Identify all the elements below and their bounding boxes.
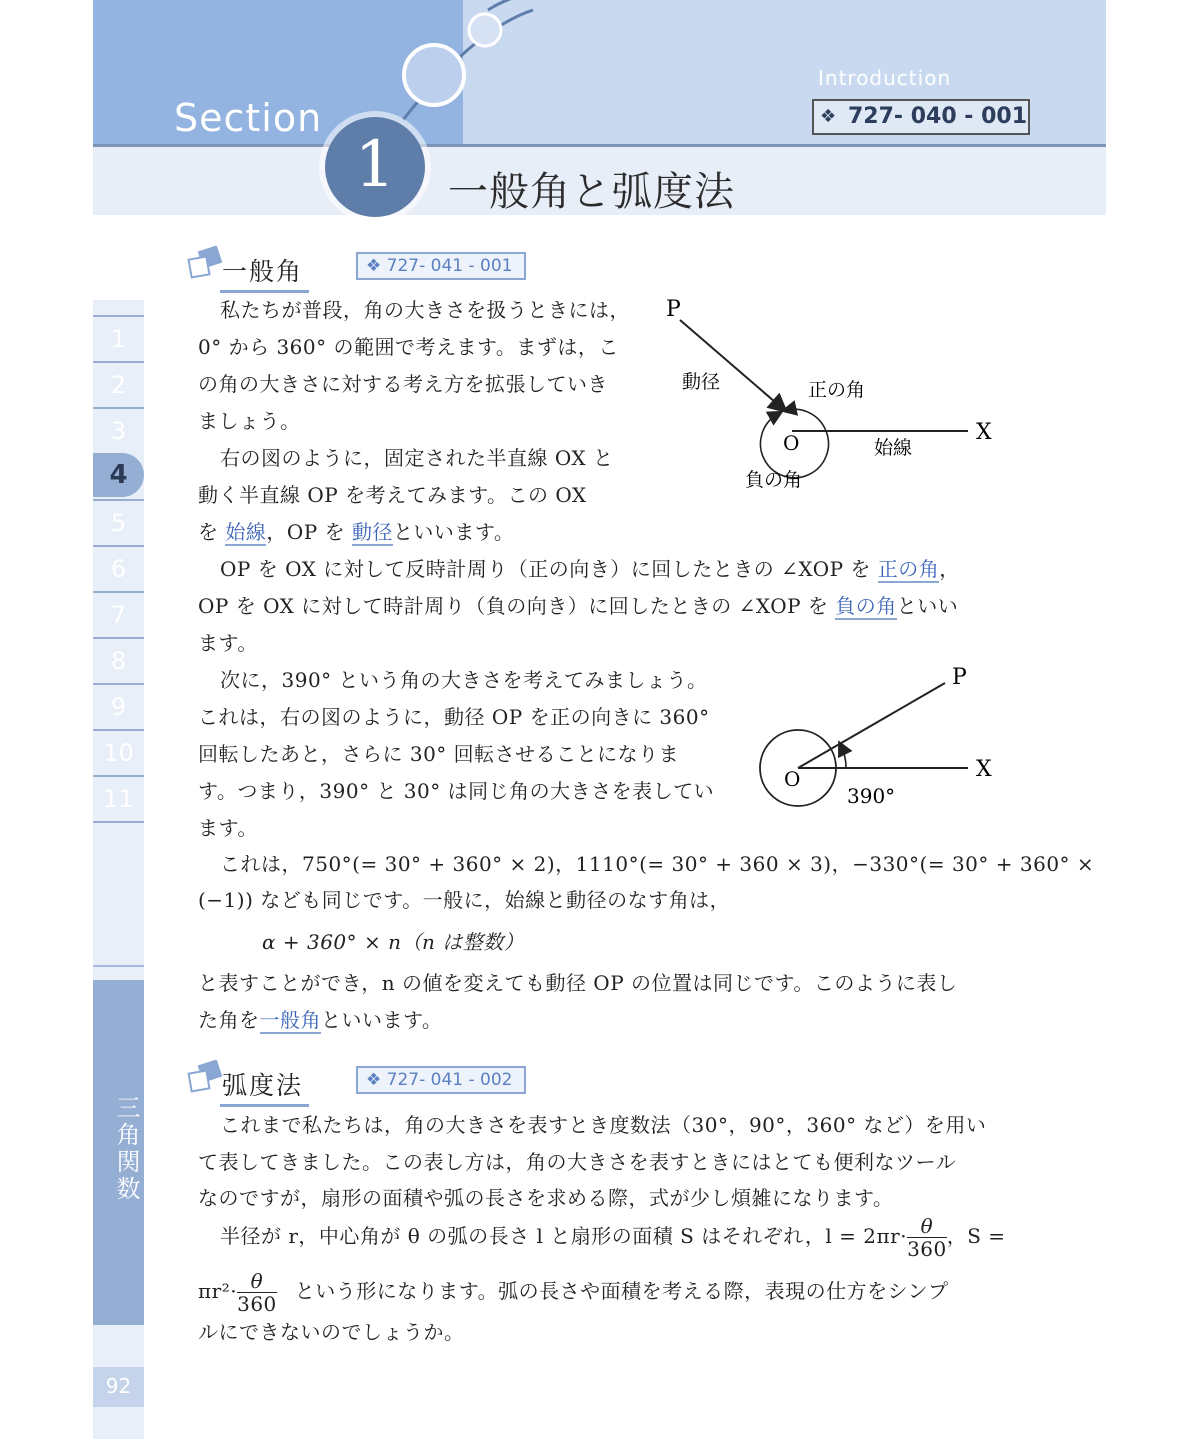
text-line: これは，右の図のように，動径 OP を正の向きに 360° [198,705,710,729]
diamond-pattern-icon: ❖ [366,1070,387,1090]
chapter-tab-8[interactable]: 8 [93,637,144,683]
text-line: す。つまり，390° と 30° は同じ角の大きさを表してい [198,779,715,803]
section-number: 1 [354,128,396,202]
text-line: 次に，390° という角の大きさを考えてみましょう。 [220,668,708,692]
label-o: O [783,431,800,455]
term-radius: 動径 [351,520,393,544]
text-span: OP を OX に対して反時計周り（正の向き）に回したときの ∠XOP を [220,557,878,581]
text-line: の角の大きさに対する考え方を拡張していき [198,372,608,396]
diamond-pattern-icon: ❖ [366,256,387,276]
fraction-numerator: θ [237,1270,277,1293]
fraction-numerator: θ [907,1215,947,1238]
label-negative-angle: 負の角 [745,469,803,491]
chapter-tab-7[interactable]: 7 [93,591,144,637]
label-radius: 動径 [682,371,721,393]
term-initial-line: 始線 [225,520,267,544]
text-span: を [198,520,226,544]
text-line: (−1)) なども同じです。一般に，始線と動径のなす角は， [198,888,731,912]
text-span: といいます。 [392,520,515,544]
section-code-2-text: 727- 041 - 002 [386,1070,513,1090]
diamond-pattern-icon: ❖ [820,106,837,127]
fraction-denominator: 360 [237,1292,277,1316]
text-line: 右の図のように，固定された半直線 OX と [220,446,614,470]
label-x: X [976,420,992,445]
figure-390-degrees [750,660,1000,820]
term-negative-angle: 負の角 [835,594,897,618]
text-span: 半径が r，中心角が θ の弧の長さ l と扇形の面積 S はそれぞれ，l = 2πr· [220,1224,908,1248]
text-line: 私たちが普段，角の大きさを扱うときには， [220,298,630,322]
text-line: 0° から 360° の範囲で考えます。まずは，こ [198,335,619,359]
chapter-tab-1[interactable]: 1 [93,315,144,361]
chapter-tab-9[interactable]: 9 [93,683,144,729]
text-line [220,557,960,581]
text-span: OP を OX に対して時計周り（負の向き）に回したときの ∠XOP を [198,594,836,618]
label-positive-angle: 正の角 [808,379,866,401]
text-line: ましょう。 [198,409,301,433]
label-angle: 390° [847,784,896,808]
positive-angle-arc [787,409,826,431]
radius-line [798,683,945,768]
term-positive-angle: 正の角 [877,557,940,581]
text-span: といいます。 [321,1008,443,1032]
text-line: ます。 [198,816,258,840]
page-number: 92 [105,1374,132,1398]
chapter-tab-10[interactable]: 10 [93,729,144,775]
chapter-tab-3[interactable]: 3 [93,407,144,453]
text-line [198,1008,442,1032]
text-line [220,1213,1006,1260]
text-line [198,520,514,544]
label-p: P [666,297,681,322]
text-span: ， [939,557,960,581]
text-line: なのですが，扇形の面積や弧の長さを求める際，式が少し煩雑になります。 [198,1186,894,1210]
text-span: た角を [198,1008,260,1032]
chapter-label: 三角関数 [112,1095,140,1203]
text-span: πr²· [198,1279,238,1303]
term-general-angle: 一般角 [259,1008,321,1032]
text-span: という形になります。弧の長さや面積を考える際，表現の仕方をシンプ [294,1279,949,1303]
label-o: O [784,767,801,791]
radius-line [680,320,782,408]
chapter-tab-6[interactable]: 6 [93,545,144,591]
label-p: P [952,665,967,690]
text-line: ルにできないのでしょうか。 [198,1320,465,1344]
section-code-1-text: 727- 041 - 001 [386,256,513,276]
section-title-radian: 弧度法 [220,1066,309,1107]
intro-label: Introduction [818,66,952,90]
text-span: ，S = [946,1224,1006,1248]
text-line [198,1268,949,1315]
fraction [907,1215,947,1260]
angle-arc [841,746,846,768]
chapter-tab-4-label: 4 [109,460,128,490]
text-span: ，OP を [266,520,352,544]
section-code-1 [356,252,526,280]
figure-positive-negative-angle [650,288,1000,498]
text-line: これは，750°(= 30° + 360° × 2)，1110°(= 30° + 360 × 3)，−330°(= 30° + 360° × [220,852,1095,876]
chapter-tab-11[interactable]: 11 [93,775,144,823]
page-title: 一般角と弧度法 [448,169,735,215]
text-line: 動く半直線 OP を考えてみます。この OX [198,483,587,507]
text-line: 回転したあと，さらに 30° 回転させることになりま [198,742,680,766]
chapter-tab-5[interactable]: 5 [93,499,144,545]
intro-code: 727- 040 - 001 [848,104,1028,129]
text-line: これまで私たちは，角の大きさを表すとき度数法（30°，90°，360° など）を用い [220,1113,987,1137]
section-word: Section [174,96,323,140]
text-line [198,594,958,618]
section-title-general-angle: 一般角 [220,252,309,293]
label-x: X [976,757,992,782]
text-span: といい [896,594,959,618]
general-angle-formula: α + 360° × n（n は整数） [262,930,525,954]
fraction [237,1270,277,1315]
fraction-denominator: 360 [907,1237,947,1261]
section-code-2 [356,1066,526,1094]
text-line: ます。 [198,631,258,655]
chapter-tab-2[interactable]: 2 [93,361,144,407]
label-initial-line: 始線 [874,437,913,459]
text-line: と表すことができ，n の値を変えても動径 OP の位置は同じです。このように表し [198,971,958,995]
text-line: て表してきました。この表し方は，角の大きさを表すときにはとても便利なツール [198,1150,957,1174]
